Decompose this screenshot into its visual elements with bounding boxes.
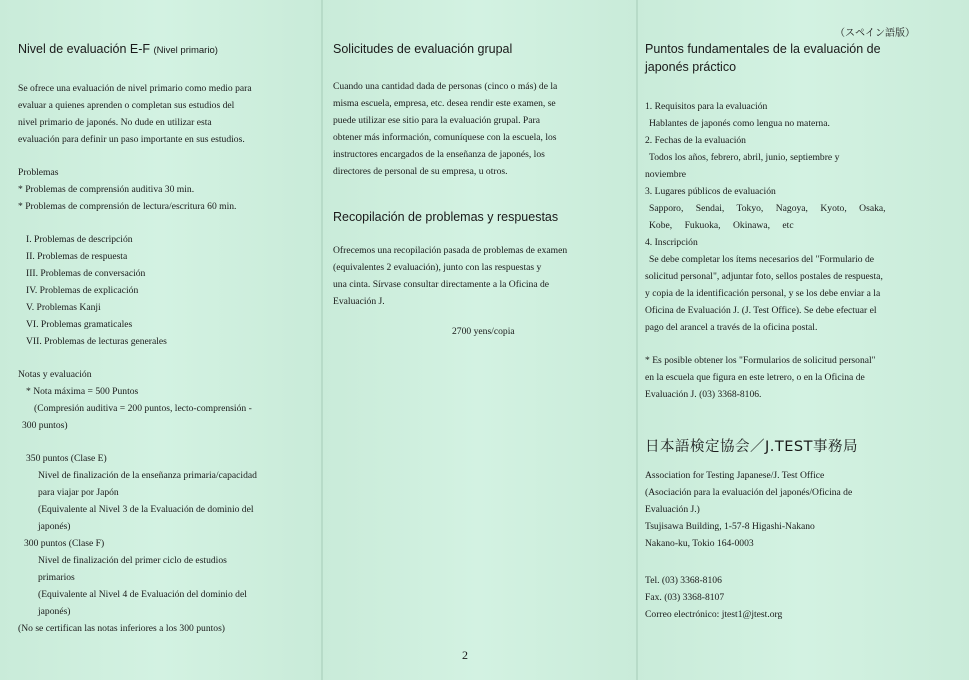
class-e-line: Nivel de finalización de la enseñanza primaria/capacidad xyxy=(38,470,257,481)
compilation-line: Ofrecemos una recopilación pasada de problemas de examen xyxy=(333,245,568,256)
level-intro xyxy=(18,80,310,148)
organization-name-jp: 日本語検定協会／J.TEST事務局 xyxy=(645,439,858,455)
problem-item: * Problemas de comprensión de lectura/escritura 60 min. xyxy=(18,201,237,212)
compilation-line: (equivalentes 2 evaluación), junto con las respuestas y xyxy=(333,262,542,273)
org-line: Association for Testing Japanese/J. Test Office xyxy=(645,470,825,481)
item-line: Oficina de Evaluación J. (J. Test Office). Se debe efectuar el xyxy=(645,305,877,316)
class-f-block xyxy=(18,535,310,620)
group-line: misma escuela, empresa, etc. desea rendir este examen, se xyxy=(333,98,556,109)
org-line: Tsujisawa Building, 1-57-8 Higashi-Nakano xyxy=(645,521,815,532)
forms-note xyxy=(645,352,961,403)
phone: Tel. (03) 3368-8106 xyxy=(645,575,722,586)
city-list xyxy=(645,200,961,217)
city: Osaka, xyxy=(859,203,886,214)
group-line: puede utilizar ese sitio para la evaluación grupal. Para xyxy=(333,115,540,126)
item-heading: 4. Inscripción xyxy=(645,237,698,248)
fundamentals-title: Puntos fundamentales de la evaluación de japonés práctico xyxy=(645,42,881,74)
class-f-line: (Equivalente al Nivel 4 de Evaluación del dominio del xyxy=(38,589,247,600)
city: Tokyo, xyxy=(736,203,764,214)
class-f-title: 300 puntos (Clase F) xyxy=(24,538,105,549)
note-line: * Es posible obtener los "Formularios de solicitud personal" xyxy=(645,355,876,366)
city: Nagoya, xyxy=(775,203,808,214)
note-line: Evaluación J. (03) 3368-8106. xyxy=(645,389,762,400)
item-line: pago del arancel a través de la oficina postal. xyxy=(645,322,818,333)
item-locations xyxy=(645,183,961,234)
group-title: Solicitudes de evaluación grupal xyxy=(333,42,513,56)
section-item: III. Problemas de conversación xyxy=(26,268,146,279)
item-heading: 3. Lugares públicos de evaluación xyxy=(645,186,776,197)
fold-line-left xyxy=(321,0,323,680)
level-title: Nivel de evaluación E-F xyxy=(18,42,151,56)
item-line: y copia de la identificación personal, y se los debe enviar a la xyxy=(645,288,881,299)
fold-line-right xyxy=(636,0,638,680)
fax: Fax. (03) 3368-8107 xyxy=(645,592,725,603)
intro-line: evaluación para definir un paso importante en sus estudios. xyxy=(18,134,245,145)
sections-list xyxy=(18,231,310,350)
compilation-text xyxy=(333,242,625,310)
class-f-line: japonés) xyxy=(38,606,71,617)
item-dates xyxy=(645,132,961,183)
city: Okinawa, xyxy=(732,220,771,231)
class-e-line: para viajar por Japón xyxy=(38,487,119,498)
group-line: directores de personal de su empresa, u otros. xyxy=(333,166,508,177)
edition-label: （スペイン語版） xyxy=(835,28,915,39)
level-title-note: (Nivel primario) xyxy=(153,45,218,56)
middle-column xyxy=(333,40,625,310)
intro-line: Se ofrece una evaluación de nivel primario como medio para xyxy=(18,83,252,94)
group-line: obtener más información, comuníquese con la escuela, los xyxy=(333,132,557,143)
section-item: I. Problemas de descripción xyxy=(26,234,133,245)
class-f-line: Nivel de finalización del primer ciclo de estudios xyxy=(38,555,227,566)
compilation-line: una cinta. Sírvase consultar directamente a la Oficina de xyxy=(333,279,550,290)
intro-line: nivel primario de japonés. No dude en utilizar esta xyxy=(18,117,212,128)
city-list xyxy=(645,217,961,234)
problem-item: * Problemas de comprensión auditiva 30 min. xyxy=(18,184,195,195)
item-line: Hablantes de japonés como lengua no materna. xyxy=(649,118,830,129)
section-item: VII. Problemas de lecturas generales xyxy=(26,336,167,347)
section-title-level xyxy=(18,40,310,60)
section-item: II. Problemas de respuesta xyxy=(26,251,128,262)
item-requirements xyxy=(645,98,961,132)
city: Sapporo, xyxy=(649,203,684,214)
city: Fukuoka, xyxy=(684,220,721,231)
compilation-line: Evaluación J. xyxy=(333,296,385,307)
score-breakdown: (Compresión auditiva = 200 puntos, lecto-comprensión - xyxy=(34,403,252,414)
org-line: Nakano-ku, Tokio 164-0003 xyxy=(645,538,754,549)
group-line: instructores encargados de la enseñanza de japonés, los xyxy=(333,149,545,160)
class-e-title: 350 puntos (Clase E) xyxy=(26,453,107,464)
item-registration xyxy=(645,234,961,336)
section-item: V. Problemas Kanji xyxy=(26,302,101,313)
compilation-title: Recopilación de problemas y respuestas xyxy=(333,210,559,224)
org-line: Evaluación J.) xyxy=(645,504,700,515)
org-line: (Asociación para la evaluación del japonés/Oficina de xyxy=(645,487,853,498)
item-line: solicitud personal", adjuntar foto, sellos postales de respuesta, xyxy=(645,271,883,282)
group-line: Cuando una cantidad dada de personas (cinco o más) de la xyxy=(333,81,558,92)
item-line: Todos los años, febrero, abril, junio, septiembre y xyxy=(649,152,840,163)
notes-heading: Notas y evaluación xyxy=(18,369,92,380)
notes-block xyxy=(18,366,310,434)
score-breakdown: 300 puntos) xyxy=(22,420,68,431)
compilation-price: 2700 yens/copia xyxy=(452,326,515,337)
city: Kyoto, xyxy=(820,203,847,214)
email: Correo electrónico: jtest1@jtest.org xyxy=(645,609,783,620)
class-e-line: (Equivalente al Nivel 3 de la Evaluación de dominio del xyxy=(38,504,254,515)
item-heading: 1. Requisitos para la evaluación xyxy=(645,101,768,112)
city: Sendai, xyxy=(695,203,725,214)
city: Kobe, xyxy=(649,220,673,231)
section-item: IV. Problemas de explicación xyxy=(26,285,139,296)
class-f-line: primarios xyxy=(38,572,75,583)
max-score: * Nota máxima = 500 Puntos xyxy=(26,386,139,397)
class-e-block xyxy=(18,450,310,535)
item-line: Se debe completar los ítems necesarios del "Formulario de xyxy=(649,254,875,265)
intro-line: evaluar a quienes aprenden o completan sus estudios del xyxy=(18,100,235,111)
class-e-line: japonés) xyxy=(38,521,71,532)
left-column xyxy=(18,40,310,637)
organization-address xyxy=(645,467,961,552)
page-number: 2 xyxy=(462,648,468,662)
contact-info xyxy=(645,572,961,623)
problems-block xyxy=(18,164,310,215)
note-line: en la escuela que figura en este letrero, o en la Oficina de xyxy=(645,372,865,383)
group-text xyxy=(333,78,625,180)
problems-heading: Problemas xyxy=(18,167,59,178)
item-line: noviembre xyxy=(645,169,687,180)
city: etc xyxy=(782,220,794,231)
right-column xyxy=(645,40,961,623)
section-item: VI. Problemas gramaticales xyxy=(26,319,133,330)
item-heading: 2. Fechas de la evaluación xyxy=(645,135,746,146)
score-footnote: (No se certifican las notas inferiores a los 300 puntos) xyxy=(18,623,226,634)
